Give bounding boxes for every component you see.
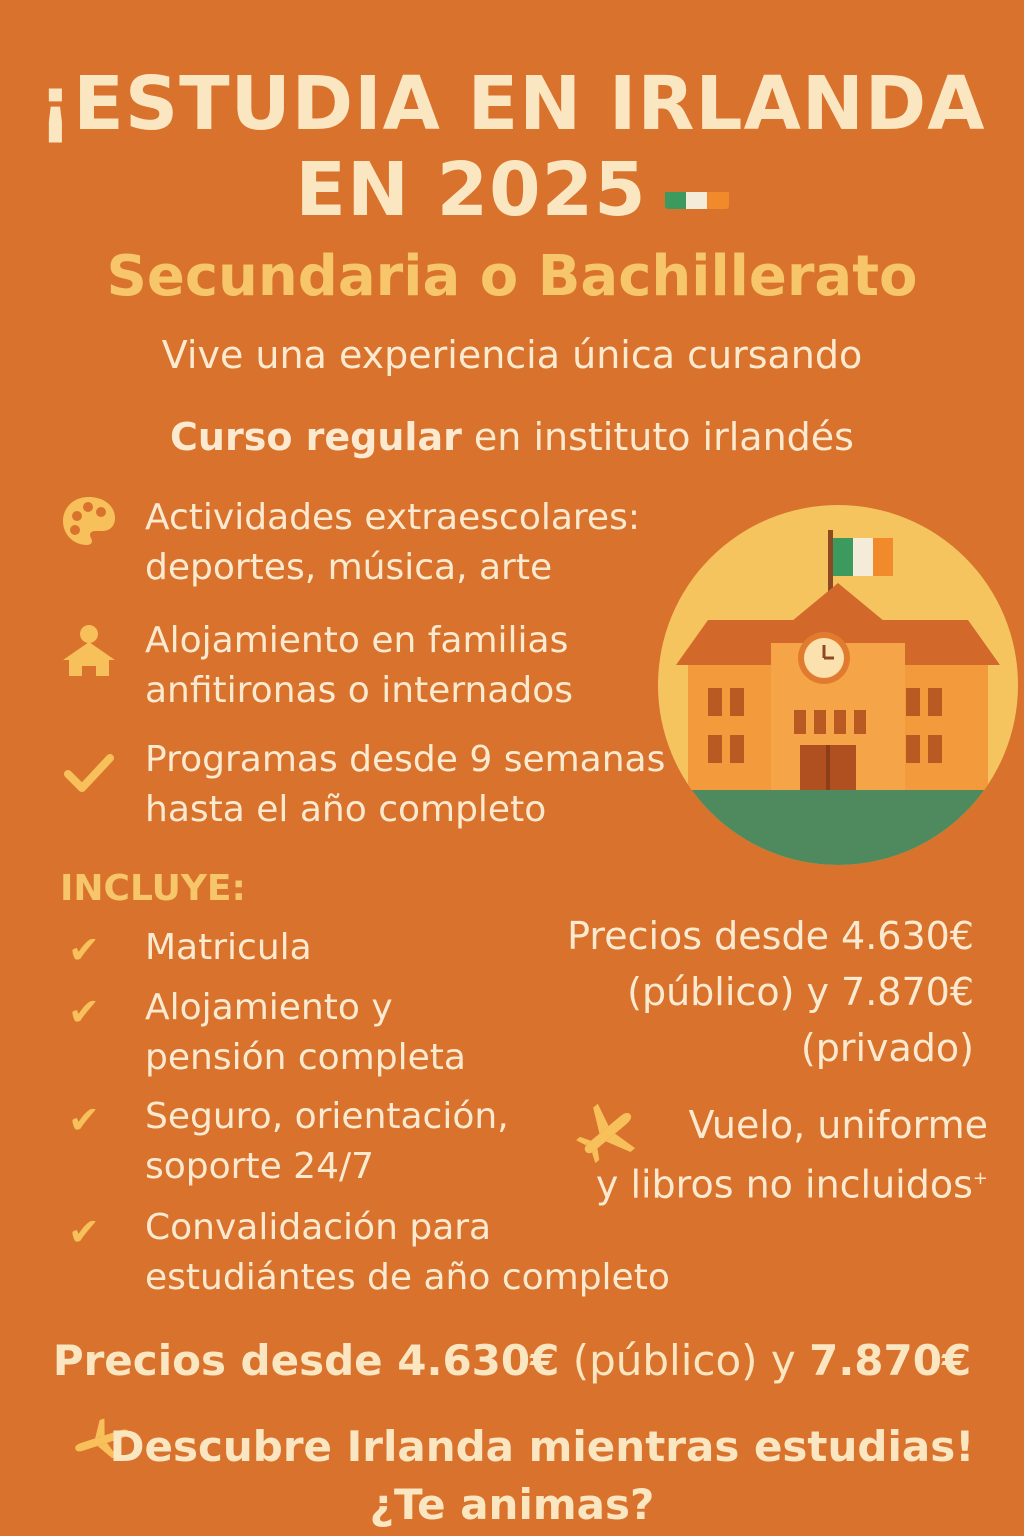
lead-text: Vive una experiencia única cursando <box>161 333 863 377</box>
prices-block <box>514 908 974 1076</box>
include-line: soporte 24/7 <box>145 1146 375 1187</box>
check-icon: ✔ <box>68 990 100 1034</box>
page-title-line2 <box>0 148 1024 232</box>
cta-line: ¿Te animas? <box>369 1480 655 1529</box>
bottom-price-private: 7.870€ <box>809 1336 972 1385</box>
feature-line: Actividades extraescolares: <box>145 497 640 538</box>
cta-line: Descubre Irlanda mientras estudias! <box>109 1422 975 1471</box>
feature-programs <box>145 735 665 835</box>
price-line: Precios desde 4.630€ <box>567 914 974 958</box>
include-item <box>145 983 466 1083</box>
excluded-line: Vuelo, uniforme <box>688 1103 988 1147</box>
ireland-flag-icon <box>665 167 729 209</box>
feature-accommodation <box>145 616 573 716</box>
feature-line: deportes, música, arte <box>145 547 553 588</box>
excluded-line <box>548 1152 988 1212</box>
subtitle: Secundaria o Bachillerato <box>106 244 918 309</box>
course-bold: Curso regular <box>170 415 462 459</box>
bottom-price-mid: (público) y <box>559 1336 810 1385</box>
include-line: Seguro, orientación, <box>145 1096 509 1137</box>
feature-activities <box>145 493 640 593</box>
page-title-line1: ¡ESTUDIA EN IRLANDA <box>38 61 986 147</box>
feature-line: Programas desde 9 semanas <box>145 739 666 780</box>
bottom-price-from: Precios desde 4.630€ <box>52 1336 560 1385</box>
price-line: (privado) <box>800 1026 974 1070</box>
check-icon: ✔ <box>68 928 100 972</box>
course-rest: en instituto irlandés <box>461 415 854 459</box>
includes-heading: INCLUYE: <box>60 868 246 909</box>
palette-icon <box>60 494 118 552</box>
include-line: pensión completa <box>145 1037 466 1078</box>
include-item <box>145 1092 509 1192</box>
include-line: Matricula <box>145 927 312 968</box>
include-line: Alojamiento y <box>145 987 393 1028</box>
feature-line: Alojamiento en familias <box>145 620 569 661</box>
course-text <box>0 415 1024 459</box>
home-person-icon <box>60 622 118 682</box>
feature-line: hasta el año completo <box>145 789 547 830</box>
feature-line: anfitironas o internados <box>145 670 574 711</box>
price-line: (público) y 7.870€ <box>627 970 974 1014</box>
include-line: Convalidación para <box>145 1207 492 1248</box>
include-item <box>145 1203 670 1303</box>
include-item <box>145 923 312 973</box>
bottom-price <box>0 1336 1024 1385</box>
check-icon: ✔ <box>68 1098 100 1142</box>
include-line: estudiántes de año completo <box>145 1257 670 1298</box>
check-icon <box>64 752 114 800</box>
excluded-line-text: y libros no incluidos <box>595 1162 973 1207</box>
check-icon: ✔ <box>68 1210 100 1254</box>
not-included-text <box>548 1098 988 1212</box>
page-title-year: EN 2025 <box>295 147 647 233</box>
school-illustration <box>648 505 1024 869</box>
cta-text <box>0 1418 1024 1534</box>
excluded-mark: + <box>972 1168 988 1189</box>
